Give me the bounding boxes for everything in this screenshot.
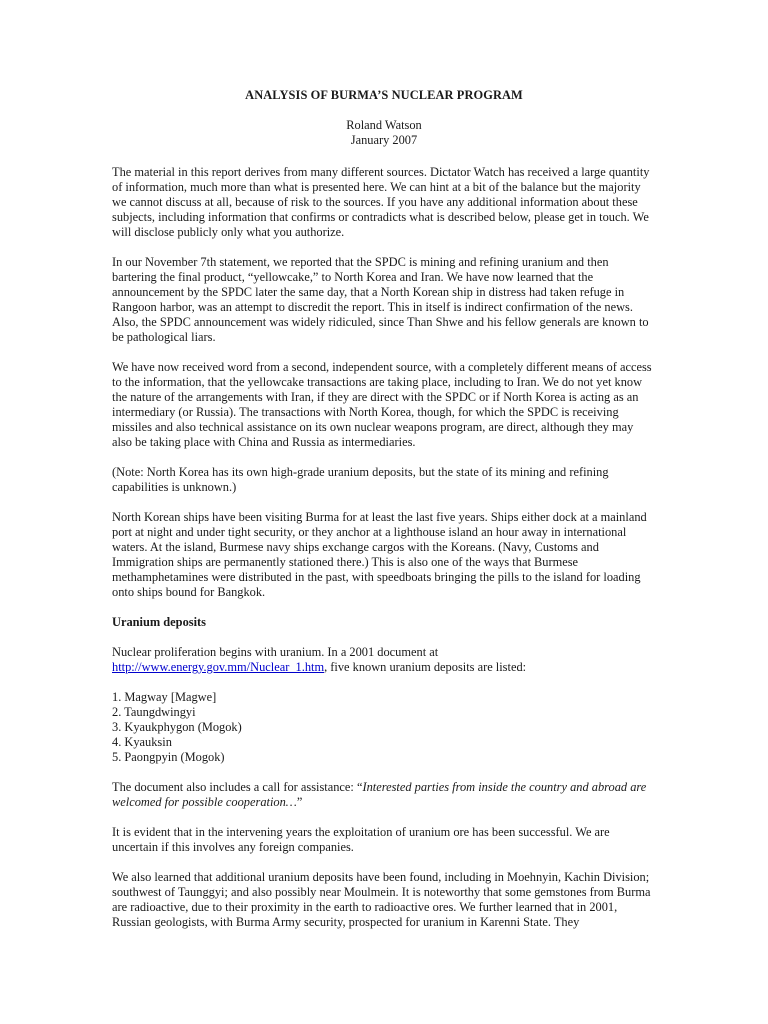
list-item: 1. Magway [Magwe] <box>112 690 217 704</box>
paragraph-exploitation: It is evident that in the intervening years the exploitation of uranium ore has been successful. We are uncertain if this involves any foreign companies. <box>112 825 610 854</box>
list-item: 4. Kyauksin <box>112 735 172 749</box>
paragraph-note: (Note: North Korea has its own high-grade uranium deposits, but the state of its mining and refining capabilities is unknown.) <box>112 465 609 494</box>
list-item: 2. Taungdwingyi <box>112 705 196 719</box>
intro-text: Nuclear proliferation begins with uranium. In a 2001 document at <box>112 645 439 659</box>
list-item: 5. Paongpyin (Mogok) <box>112 750 225 764</box>
energy-gov-link[interactable]: http://www.energy.gov.mm/Nuclear_1.htm <box>112 660 325 674</box>
call-text: The document also includes a call for assistance: “ <box>112 780 363 794</box>
paragraph-yellowcake: In our November 7th statement, we reported that the SPDC is mining and refining uranium and then bartering the final product, “yellowcake,” to North Korea and Iran. We have now learned that the announcement by the SPDC later the same day, that a North Korean ship in distress had taken refuge in Rangoon harbor, was an attempt to discredit the report. This in itself is indirect confirmation of the news. Also, the SPDC announcement was widely ridiculed, since Than Shwe and his fellow generals are known to be pathological liars. <box>112 255 649 344</box>
list-item: 3. Kyaukphygon (Mogok) <box>112 720 242 734</box>
author-name: Roland Watson <box>346 118 422 132</box>
paragraph-intro <box>112 645 656 675</box>
paragraph-second-source: We have now received word from a second, independent source, with a completely different means of access to the information, that the yellowcake transactions are taking place, including to Iran. We do not yet know the nature of the arrangements with Iran, if they are direct with the SPDC or if North Korea is acting as an intermediary (or Russia). The transactions with North Korea, though, for which the SPDC is receiving missiles and also technical assistance on its own nuclear weapons program, are direct, although they may also be taking place with China and Russia as intermediaries. <box>112 360 652 449</box>
byline <box>112 118 656 148</box>
call-close: ” <box>296 795 303 809</box>
paragraph-sources: The material in this report derives from many different sources. Dictator Watch has received a large quantity of information, much more than what is presented here. We can hint at a bit of the balance but the majority we cannot discuss at all, because of risk to the sources. If you have any additional information about these subjects, including information that confirms or contradicts what is described below, please get in touch. We will disclose publicly only what you authorize. <box>112 165 650 239</box>
document-title: ANALYSIS OF BURMA’S NUCLEAR PROGRAM <box>245 88 523 102</box>
call-quote: Interested parties from inside the country and abroad are welcomed for possible cooperation… <box>112 780 647 809</box>
section-heading-uranium-deposits: Uranium deposits <box>112 615 206 629</box>
paragraph-call-for-assistance <box>112 780 656 810</box>
intro-text-after: , five known uranium deposits are listed: <box>324 660 527 674</box>
paragraph-ships: North Korean ships have been visiting Burma for at least the last five years. Ships either dock at a mainland port at night and under tight security, or they anchor at a lighthouse island an hour away in international waters. At the island, Burmese navy ships exchange cargos with the Koreans. (Navy, Customs and Immigration ships are permanently stationed there.) This is also one of the ways that Burmese methamphetamines were distributed in the past, with speedboats bringing the pills to the island for loading onto ships bound for Bangkok. <box>112 510 647 599</box>
deposit-list <box>112 690 656 765</box>
publication-date: January 2007 <box>350 133 418 147</box>
paragraph-additional-deposits: We also learned that additional uranium deposits have been found, including in Moehnyin, Kachin Division; southwest of Taunggyi; and also possibly near Moulmein. It is noteworthy that some gemstones from Burma are radioactive, due to their proximity in the earth to radioactive ores. We further learned that in 2001, Russian geologists, with Burma Army security, prospected for uranium in Karenni State. They <box>112 870 651 929</box>
